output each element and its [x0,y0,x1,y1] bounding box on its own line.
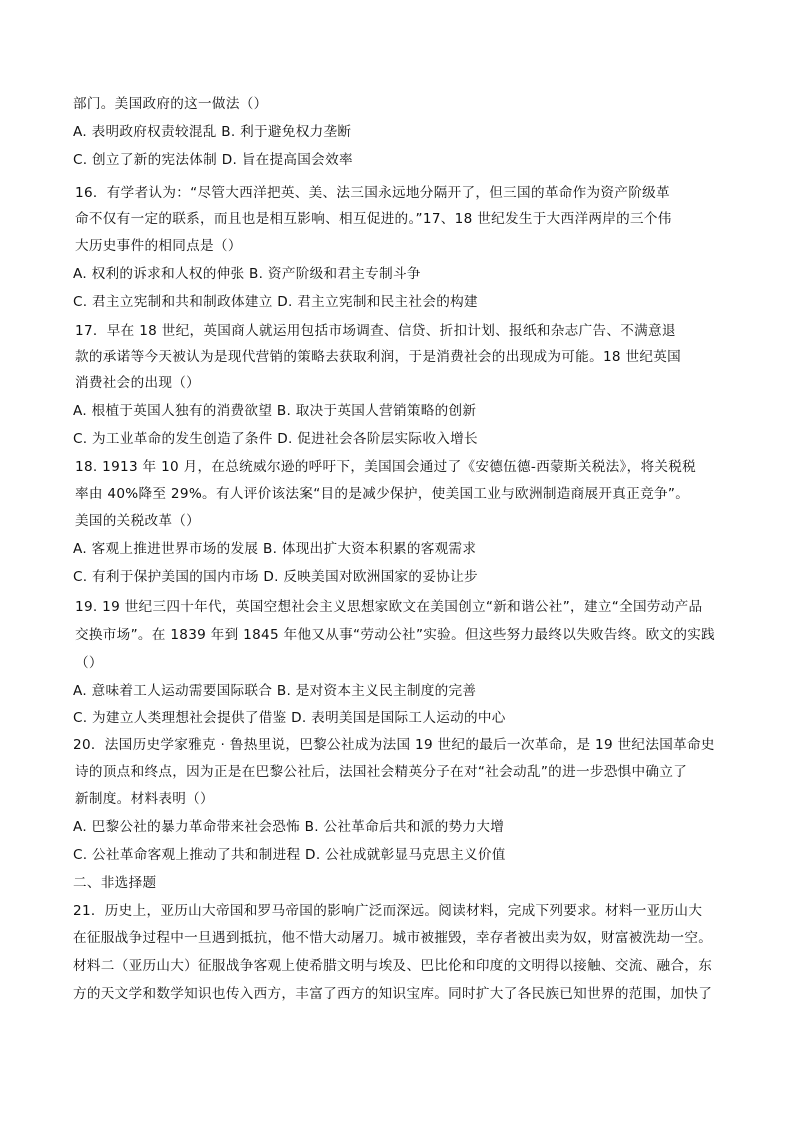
q18-options-cd: C. 有利于保护美国的国内市场 D. 反映美国对欧洲国家的妥协让步 [73,569,478,585]
q20-stem-line-1: 20．法国历史学家雅克 · 鲁热里说，巴黎公社成为法国 19 世纪的最后一次革命，是 19 世纪法国革命史 [73,737,715,753]
q19-options-cd: C. 为建立人类理想社会提供了借鉴 D. 表明美国是国际工人运动的中心 [73,710,506,726]
q16-stem-line-1: 16．有学者认为：“尽管大西洋把英、美、法三国永远地分隔开了，但三国的革命作为资产阶级革 [75,185,670,201]
q16-options-ab: A. 权利的诉求和人权的伸张 B. 资产阶级和君主专制斗争 [73,266,421,282]
q16-options-cd: C. 君主立宪制和共和制政体建立 D. 君主立宪制和民主社会的构建 [73,294,478,310]
q18-options-ab: A. 客观上推进世界市场的发展 B. 体现出扩大资本积累的客观需求 [73,541,477,557]
q16-stem-line-3: 大历史事件的相同点是（） [75,238,242,254]
q19-stem-line-1: 19. 19 世纪三四十年代，英国空想社会主义思想家欧文在美国创立“新和谐公社”，建立“全国劳动产品 [75,599,703,615]
q17-stem-line-3: 消费社会的出现（） [75,375,201,391]
q15-stem-tail: 部门。美国政府的这一做法（） [73,96,268,112]
q21-stem-line-1: 21．历史上，亚历山大帝国和罗马帝国的影响广泛而深远。阅读材料，完成下列要求。材料一亚历山大 [73,903,703,919]
q19-stem-line-3: （） [75,655,103,671]
q15-options-ab: A. 表明政府权责较混乱 B. 利于避免权力垄断 [73,124,352,140]
q17-stem-line-1: 17．早在 18 世纪，英国商人就运用包括市场调查、信贷、折扣计划、报纸和杂志广告、不满意退 [75,323,676,339]
q18-stem-line-3: 美国的关税改革（） [75,513,201,529]
q16-stem-line-2: 命不仅有一定的联系，而且也是相互影响、相互促进的。”17、18 世纪发生于大西洋两岸的三个伟 [75,211,672,227]
q17-stem-line-2: 款的承诺等今天被认为是现代营销的策略去获取利润，于是消费社会的出现成为可能。18 世纪英国 [75,349,682,365]
q20-stem-line-3: 新制度。材料表明（） [75,791,214,807]
q20-options-cd: C. 公社革命客观上推动了共和制进程 D. 公社成就彰显马克思主义价值 [73,847,506,863]
q19-options-ab: A. 意味着工人运动需要国际联合 B. 是对资本主义民主制度的完善 [73,683,477,699]
section-heading: 二、非选择题 [73,875,157,891]
q21-stem-line-2: 在征服战争过程中一旦遇到抵抗，他不惜大动屠刀。城市被摧毁，幸存者被出卖为奴，财富被洗劫一空。 [73,930,713,946]
q19-stem-line-2: 交换市场”。在 1839 年到 1845 年他又从事“劳动公社”实验。但这些努力最终以失败告终。欧文的实践 [75,627,716,643]
q18-stem-line-1: 18. 1913 年 10 月，在总统威尔逊的呼吁下，美国国会通过了《安德伍德-西蒙斯关税法》，将关税税 [75,459,697,475]
q15-options-cd: C. 创立了新的宪法体制 D. 旨在提高国会效率 [73,152,353,168]
q17-options-cd: C. 为工业革命的发生创造了条件 D. 促进社会各阶层实际收入增长 [73,431,478,447]
q18-stem-line-2: 率由 40%降至 29%。有人评价该法案“目的是减少保护，使美国工业与欧洲制造商展开真正竞争”。 [75,486,690,502]
q21-stem-line-4: 方的天文学和数学知识也传入西方，丰富了西方的知识宝库。同时扩大了各民族已知世界的范围，加快了 [73,986,713,1002]
q20-options-ab: A. 巴黎公社的暴力革命带来社会恐怖 B. 公社革命后共和派的势力大增 [73,819,505,835]
q20-stem-line-2: 诗的顶点和终点，因为正是在巴黎公社后，法国社会精英分子在对“社会动乱”的进一步恐惧中确立了 [75,764,688,780]
q17-options-ab: A. 根植于英国人独有的消费欲望 B. 取决于英国人营销策略的创新 [73,403,477,419]
q21-stem-line-3: 材料二（亚历山大）征服战争客观上使希腊文明与埃及、巴比伦和印度的文明得以接触、交流、融合，东 [73,958,713,974]
